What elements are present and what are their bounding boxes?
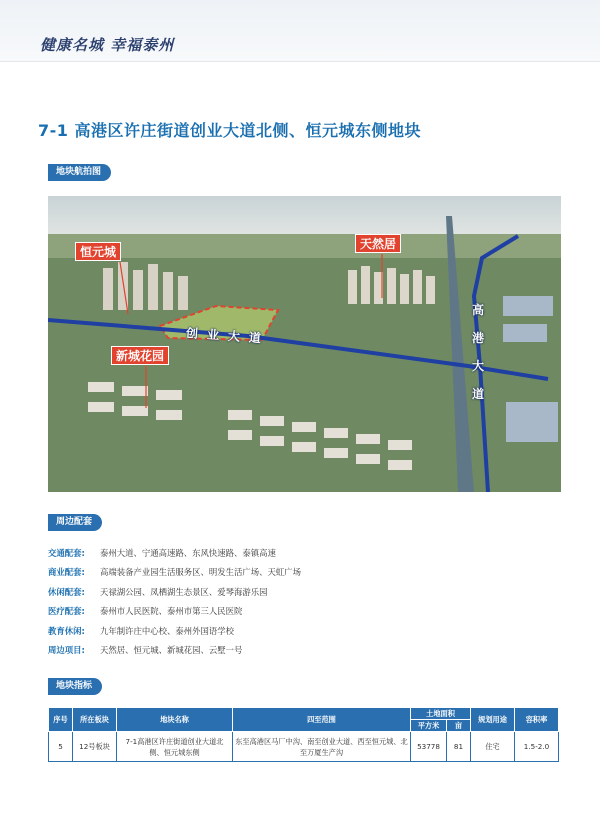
amenity-value: 天禄湖公园、凤栖湖生态景区、爱琴海游乐园 (100, 586, 268, 597)
header-area-sqm: 平方米 (411, 720, 447, 732)
amenity-value: 泰州市人民医院、泰州市第三人民医院 (100, 606, 243, 616)
header-bounds: 四至范围 (233, 708, 411, 732)
amenity-value: 泰州大道、宁通高速路、东风快速路、泰镇高速 (100, 547, 276, 558)
header-no: 序号 (49, 708, 73, 732)
amenity-key: 商业配套: (48, 567, 85, 577)
road-char: 道 (471, 387, 484, 401)
header-area: 土地面积 (411, 708, 471, 720)
amenity-value: 天然居、恒元城、新城花园、云墅一号 (100, 645, 243, 655)
cell-bounds: 东至高港区马厂中沟、南至创业大道、西至恒元城、北至万厦生产沟 (233, 732, 411, 762)
section-tag-aerial: 地块航拍图 (48, 164, 111, 181)
road-char: 高 (471, 303, 484, 317)
amenity-row (48, 641, 568, 660)
road-label-gaogang (471, 296, 485, 408)
label-hengyuan: 恒元城 (75, 242, 121, 261)
header-area-mu: 亩 (447, 720, 471, 732)
label-tianran: 天然居 (355, 234, 401, 253)
cell-area-sqm: 53778 (411, 732, 447, 762)
road-char: 港 (471, 331, 484, 345)
cell-area-mu: 81 (447, 732, 471, 762)
section-tag-amenities: 周边配套 (48, 514, 102, 531)
indicator-table (48, 707, 559, 762)
amenities-list (48, 543, 568, 660)
cell-no: 5 (49, 732, 73, 762)
amenity-key: 周边项目: (48, 645, 85, 655)
cell-far: 1.5-2.0 (515, 732, 559, 762)
section-tag-indicators: 地块指标 (48, 678, 102, 695)
amenity-key: 休闲配套: (48, 586, 85, 597)
amenity-row (48, 543, 568, 562)
header-band (0, 0, 600, 62)
cell-name: 7-1高港区许庄街道创业大道北侧、恒元城东侧 (117, 732, 233, 762)
amenity-row (48, 621, 568, 640)
table-row (49, 732, 559, 762)
amenity-row (48, 582, 568, 601)
label-xincheng: 新城花园 (111, 346, 169, 365)
slogan: 健康名城 幸福泰州 (40, 36, 175, 54)
aerial-photo (48, 196, 561, 492)
amenity-key: 教育休闲: (48, 625, 85, 636)
amenity-row (48, 563, 568, 582)
amenity-value: 高端装备产业园生活服务区、明发生活广场、天虹广场 (100, 567, 301, 577)
header-name: 地块名称 (117, 708, 233, 732)
cell-usage: 住宅 (471, 732, 515, 762)
cell-block: 12号板块 (73, 732, 117, 762)
amenity-row (48, 602, 568, 621)
amenity-key: 医疗配套: (48, 606, 85, 616)
amenity-key: 交通配套: (48, 547, 85, 558)
header-block: 所在板块 (73, 708, 117, 732)
road-char: 大 (471, 359, 484, 373)
page-title: 7-1 高港区许庄街道创业大道北侧、恒元城东侧地块 (38, 121, 421, 140)
road-label-chuangye: 创业大道 (185, 326, 271, 346)
amenity-value: 九年制许庄中心校、泰州外国语学校 (100, 625, 234, 636)
header-far: 容积率 (515, 708, 559, 732)
header-usage: 规划用途 (471, 708, 515, 732)
